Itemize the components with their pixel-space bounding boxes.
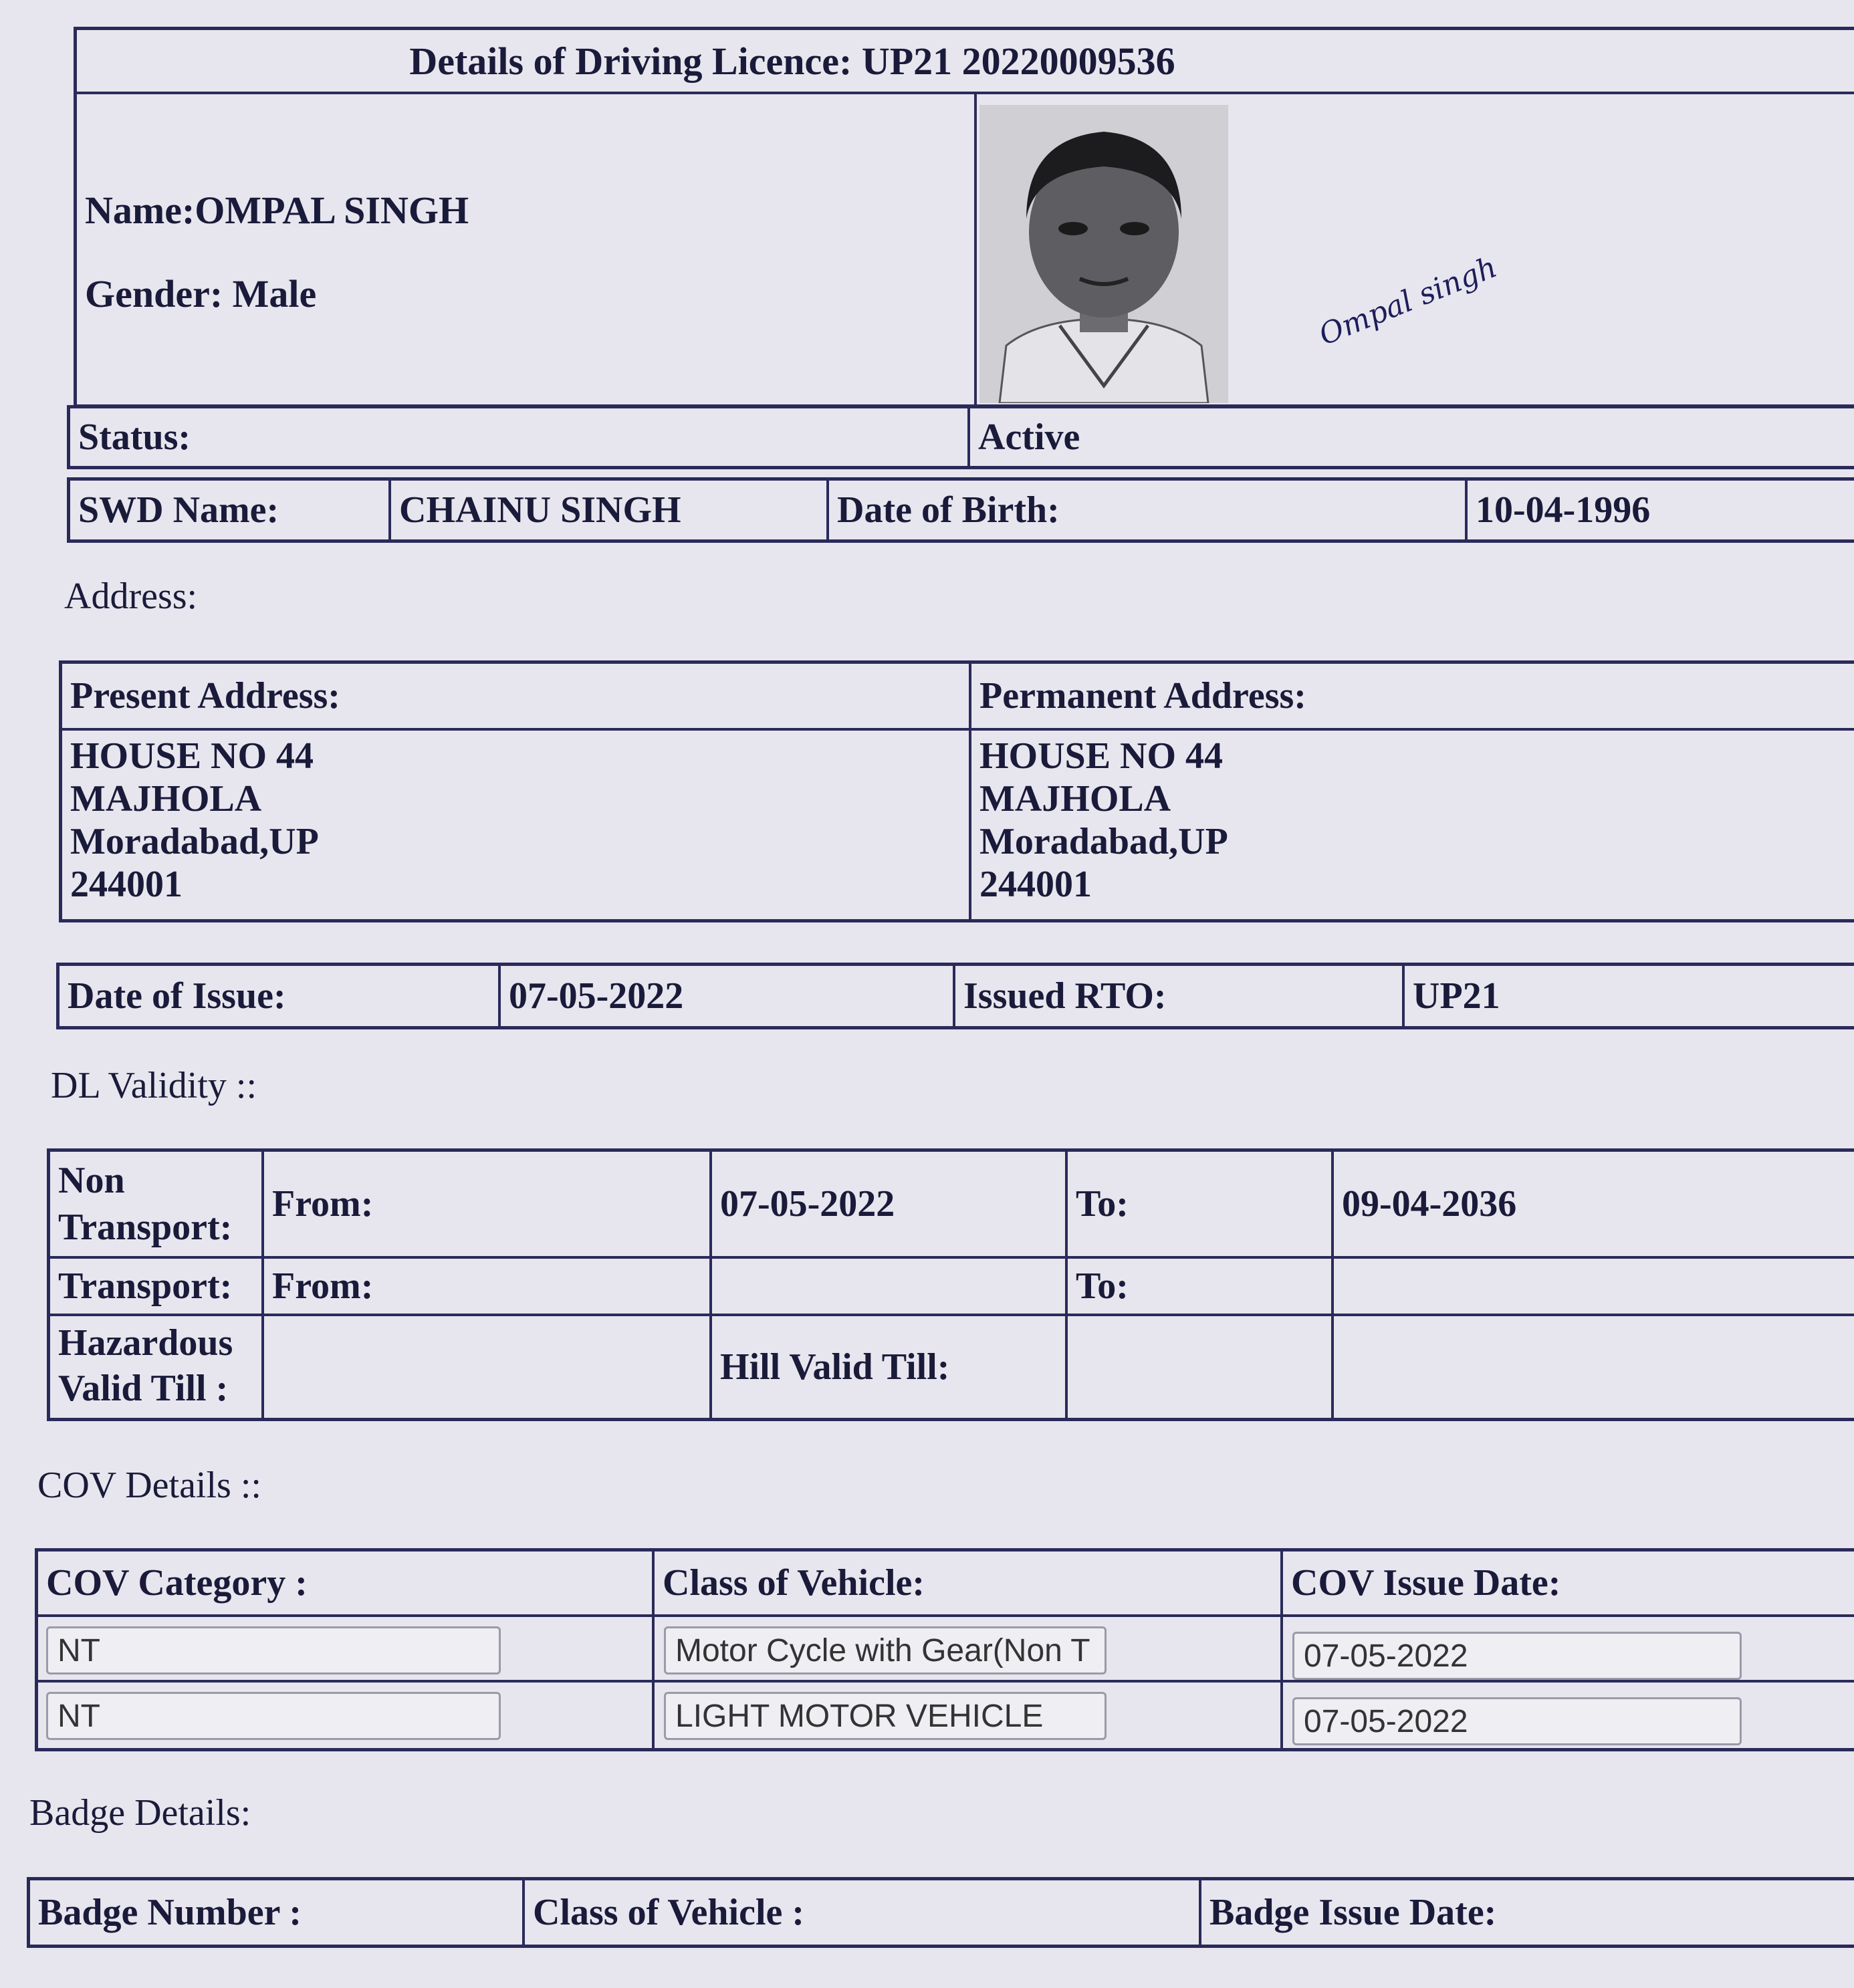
permanent-address-label [971,664,1854,731]
non-transport-to-value-text: 09-04-2036 [1342,1183,1517,1225]
present-address-line: 244001 [70,864,183,905]
transport-to-value [1334,1259,1854,1316]
address-table [59,660,1854,922]
issue-date-value [501,966,955,1026]
present-address-label-text: Present Address: [70,675,340,717]
issue-date-value-text: 07-05-2022 [509,975,684,1017]
present-address-label [62,664,971,731]
transport-label [50,1259,264,1316]
permanent-address-line: HOUSE NO 44 [979,735,1224,777]
permanent-address-line: 244001 [979,864,1092,905]
issued-rto-value [1405,966,1854,1026]
transport-from-label [264,1259,712,1316]
hill-valid-value [1068,1316,1334,1418]
non-transport-from-label-text: From: [272,1183,374,1225]
address-section-label: Address: [64,576,198,617]
holder-photo [979,105,1228,403]
swd-value [391,481,829,539]
validity-section-label: DL Validity :: [51,1065,257,1106]
permanent-address-line: Moradabad,UP [979,821,1228,862]
transport-from-label-text: From: [272,1265,374,1307]
hazardous-label-line: Valid Till : [58,1368,229,1409]
status-label [70,408,970,466]
permanent-address-line: MAJHOLA [979,778,1171,820]
hazardous-value [264,1316,712,1418]
badge-header-number [30,1880,525,1945]
status-label-text: Status: [78,416,191,458]
issued-rto-label-text: Issued RTO: [963,975,1167,1017]
non-transport-label-line: Non [58,1160,125,1201]
transport-from-value [712,1259,1068,1316]
non-transport-from-value-text: 07-05-2022 [720,1183,895,1225]
badge-header-issue-date [1201,1880,1854,1945]
non-transport-to-label-text: To: [1076,1183,1129,1225]
non-transport-label [50,1152,264,1259]
licence-details-table [74,27,1854,408]
hazardous-label [50,1316,264,1418]
transport-label-text: Transport: [58,1265,233,1307]
status-table [67,405,1854,469]
cov-header-class-text: Class of Vehicle: [663,1562,925,1604]
cov-issue-date-field[interactable]: 07-05-2022 [1292,1632,1742,1680]
permanent-address [971,731,1854,919]
non-transport-to-value [1334,1152,1854,1259]
hazardous-label-line: Hazardous [58,1322,233,1364]
cov-header-category [38,1551,655,1617]
dob-label [829,481,1468,539]
hill-valid-label [712,1316,1068,1418]
cov-category-field[interactable]: NT [46,1626,501,1674]
dob-value [1468,481,1854,539]
identity-cell [77,94,977,408]
permanent-address-label-text: Permanent Address: [979,675,1306,717]
hill-valid-label-text: Hill Valid Till: [720,1346,950,1388]
validity-table [47,1148,1854,1421]
badge-header-class-text: Class of Vehicle : [533,1892,804,1933]
status-value-text: Active [978,416,1080,458]
holder-gender: Gender: Male [85,272,317,316]
badge-header-number-text: Badge Number : [38,1892,302,1933]
cov-class-field[interactable]: Motor Cycle with Gear(Non T [664,1626,1107,1674]
cov-header-issue-date-text: COV Issue Date: [1291,1562,1561,1604]
transport-to-label [1068,1259,1334,1316]
badge-header-issue-date-text: Badge Issue Date: [1209,1892,1497,1933]
badge-table [27,1877,1854,1948]
swd-dob-table [67,477,1854,543]
dob-value-text: 10-04-1996 [1476,489,1651,531]
cov-class-field[interactable]: LIGHT MOTOR VEHICLE [664,1692,1107,1740]
issue-table [56,963,1854,1029]
non-transport-to-label [1068,1152,1334,1259]
non-transport-from-value [712,1152,1068,1259]
status-value [970,408,1854,466]
swd-value-text: CHAINU SINGH [399,489,681,531]
issued-rto-label [955,966,1405,1026]
badge-section-label: Badge Details: [29,1792,251,1834]
badge-header-class [525,1880,1201,1945]
dob-label-text: Date of Birth: [837,489,1060,531]
holder-name: Name:OMPAL SINGH [85,189,469,232]
licence-heading-text: Details of Driving Licence: UP21 20220009536 [409,39,1175,83]
non-transport-from-label [264,1152,712,1259]
present-address-line: Moradabad,UP [70,821,319,862]
transport-to-label-text: To: [1076,1265,1129,1307]
swd-label-text: SWD Name: [78,489,279,531]
issue-date-label [60,966,501,1026]
swd-label [70,481,391,539]
cov-header-class [655,1551,1283,1617]
cov-header-category-text: COV Category : [46,1562,308,1604]
cov-category-field[interactable]: NT [46,1692,501,1740]
issue-date-label-text: Date of Issue: [68,975,286,1017]
present-address-line: HOUSE NO 44 [70,735,314,777]
present-address-line: MAJHOLA [70,778,262,820]
issued-rto-value-text: UP21 [1413,975,1500,1017]
signature: Ompal singh [1314,250,1502,352]
cov-header-issue-date [1283,1551,1854,1617]
present-address [62,731,971,919]
non-transport-label-line: Transport: [58,1207,233,1248]
validity-empty-cell [1334,1316,1854,1418]
licence-heading [77,30,1854,94]
cov-issue-date-field[interactable]: 07-05-2022 [1292,1697,1742,1745]
cov-table [35,1548,1854,1751]
cov-section-label: COV Details :: [37,1465,261,1506]
